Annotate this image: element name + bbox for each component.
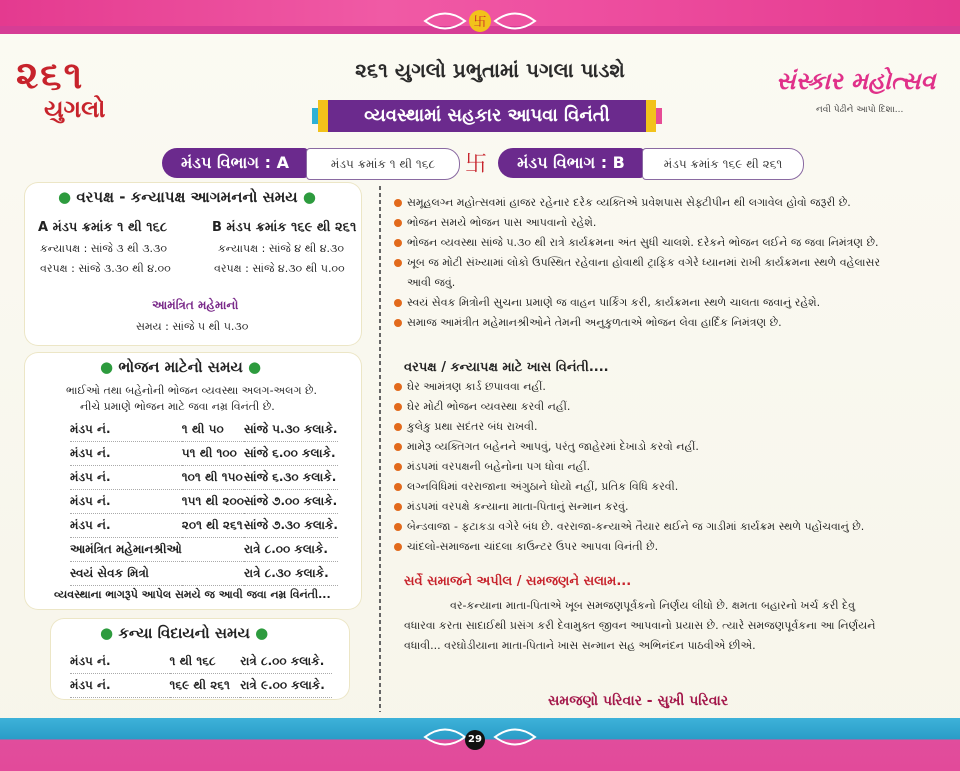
- table-row: [70, 418, 338, 442]
- table-cell: સાંજે ૭.૦૦ કલાકે.: [244, 490, 338, 514]
- table-cell: રાત્રે ૮.૩૦ કલાકે.: [244, 562, 338, 586]
- vidai-title: ● કન્યા વિદાયનો સમય ●: [100, 624, 269, 642]
- bullet-icon: [394, 543, 402, 551]
- table-row: [70, 674, 332, 698]
- list-item: [394, 296, 820, 310]
- list-item-text: ચાંદલો-સમાજના ચાંદલા કાઉન્ટર ઉપર આપવા વિનંતી છે.: [407, 540, 659, 553]
- guest-time: સમય : સાંજે ૫ થી ૫.૩૦: [136, 320, 249, 333]
- table-cell: ૧૬૯ થી ૨૬૧: [170, 674, 241, 698]
- couple-word: યુગલો: [44, 94, 106, 123]
- bullet-icon: [394, 443, 402, 451]
- list-item: [394, 256, 880, 270]
- event-logo: [776, 66, 946, 146]
- bullet-icon: [394, 403, 402, 411]
- table-row: [70, 514, 338, 538]
- meal-note-2: નીચે પ્રમાણે ભોજન માટે જવા નમ્ર વિનંતી છે.: [80, 400, 275, 413]
- list-item: [394, 540, 658, 554]
- list-item-text: આવી જવું.: [407, 276, 456, 289]
- requests-title: વરપક્ષ / કન્યાપક્ષ માટે ખાસ વિનંતી....: [404, 360, 609, 375]
- table-cell: ૧૦૧ થી ૧૫૦: [182, 466, 244, 490]
- list-item: [394, 380, 546, 394]
- couple-count: ૨૬૧: [16, 52, 85, 97]
- bullet-icon: [394, 483, 402, 491]
- top-ornament-icon: [420, 6, 540, 36]
- table-cell: મંડપ નં.: [70, 442, 182, 466]
- list-item-text: ભોજન વ્યવસ્થા સાંજે ૫.૩૦ થી રાત્રે કાર્યક્રમના અંત સુધી ચાલશે. દરેકને ભોજન લઈને જ જવા નિમંત્રણ છે.: [407, 236, 879, 249]
- mandap-a-label: મંડપ વિભાગ : A: [162, 148, 308, 178]
- logo-title: સંસ્કાર મહોત્સવ: [776, 66, 936, 95]
- table-cell: સાંજે ૬.૩૦ કલાકે.: [244, 466, 338, 490]
- banner-text: વ્યવસ્થામાં સહકાર આપવા વિનંતી: [364, 105, 610, 126]
- table-row: [70, 562, 338, 586]
- list-item-text: બેન્ડવાજા - ફટાકડા વગેરે બંધ છે. વરરાજા-કન્યાએ તૈયાર થઈને જ ગાડીમાં કાર્યક્રમ સ્થળે પહોંચવાનું છે.: [407, 520, 865, 533]
- list-item: [394, 316, 782, 330]
- list-item: [394, 420, 538, 434]
- list-item: [394, 440, 699, 454]
- list-item-text: ભોજન સમયે ભોજન પાસ આપવાનો રહેશે.: [407, 216, 597, 229]
- table-cell: રાત્રે ૮.૦૦ કલાકે.: [244, 538, 338, 562]
- arrival-a-head: A મંડપ ક્રમાંક ૧ થી ૧૬૮: [38, 220, 168, 235]
- bullet-icon: [394, 299, 402, 307]
- bullet-icon: [394, 383, 402, 391]
- arrival-b-kanya: કન્યાપક્ષ : સાંજે ૪ થી ૪.૩૦: [218, 242, 344, 255]
- list-item: [394, 196, 851, 210]
- list-item-text: ખૂબ જ મોટી સંખ્યામાં લોકો ઉપસ્થિત રહેવાના હોવાથી ટ્રાફિક વગેરે ધ્યાનમાં રાખી કાર્યક્રમના સ્થળે વહેલાસર: [407, 256, 881, 269]
- guest-head: આમંત્રિત મહેમાનો: [152, 298, 239, 312]
- logo-tagline: નવી પેઢીને આપો દિશા...: [816, 105, 904, 115]
- list-item: [394, 500, 629, 514]
- meal-title: ● ભોજન માટેનો સમય ●: [100, 358, 262, 376]
- bullet-icon: [394, 423, 402, 431]
- svg-text:卐: 卐: [473, 15, 487, 30]
- appeal-line-3: વધાવી... વરઘોડીયાના માતા-પિતાને ખાસ સન્માન સહ અભિનંદન પાઠવીએ છીએ.: [404, 639, 756, 652]
- table-cell: ૧૫૧ થી ૨૦૦: [182, 490, 244, 514]
- list-item-text: મામેરૂ વ્યક્તિગત બહેનને આપવું, પરંતુ જાહેરમાં દેખાડો કરવો નહીં.: [407, 440, 699, 453]
- table-cell: ૧ થી ૫૦: [182, 418, 244, 442]
- bullet-icon: [394, 259, 402, 267]
- list-item: [394, 400, 570, 414]
- list-item-text: સમાજ આમંત્રીત મહેમાનશ્રીઓને તેમની અનુકુળતાએ ભોજન લેવા હાર્દિક નિમંત્રણ છે.: [407, 316, 782, 329]
- bullet-icon: [394, 199, 402, 207]
- table-row: [70, 538, 338, 562]
- slogan: સમજણો પરિવાર - સુખી પરિવાર: [548, 693, 729, 709]
- table-cell: રાત્રે ૮.૦૦ કલાકે.: [240, 650, 332, 674]
- list-item: [394, 480, 678, 494]
- table-cell: રાત્રે ૯.૦૦ કલાકે.: [240, 674, 332, 698]
- bullet-icon: [394, 503, 402, 511]
- column-divider: [379, 186, 381, 712]
- bullet-icon: [394, 319, 402, 327]
- list-item-text: સ્વયં સેવક મિત્રોની સુચના પ્રમાણે જ વાહન પાર્કિંગ કરી, કાર્યક્રમના સ્થળે ચાલતા જવાનું રહેશે.: [407, 296, 821, 309]
- table-cell: મંડપ નં.: [70, 514, 182, 538]
- swastik-icon: 卐: [465, 152, 488, 177]
- table-cell: ૧ થી ૧૬૮: [170, 650, 241, 674]
- bullet-icon: [394, 523, 402, 531]
- list-item-text: ઘેર મોટી ભોજન વ્યવસ્થા કરવી નહીં.: [407, 400, 571, 413]
- appeal-title: સર્વે સમાજને અપીલ / સમજણને સલામ...: [404, 574, 632, 589]
- table-cell: મંડપ નં.: [70, 466, 182, 490]
- table-cell: [182, 538, 244, 562]
- mandap-b-range: મંડપ ક્રમાંક ૧૬૯ થી ૨૬૧: [642, 148, 804, 180]
- table-row: [70, 650, 332, 674]
- list-item: [407, 276, 455, 290]
- page-headline: ૨૬૧ યુગલો પ્રભુતામાં પગલા પાડશે: [355, 58, 625, 82]
- list-item-text: મંડપમાં વરપક્ષે કન્યાના માતા-પિતાનું સન્માન કરવું.: [407, 500, 629, 513]
- mandap-a-range: મંડપ ક્રમાંક ૧ થી ૧૬૮: [306, 148, 460, 180]
- list-item-text: કુલેકુ પ્રથા સદંતર બંધ રાખવી.: [407, 420, 538, 433]
- cooperation-banner: [318, 100, 656, 132]
- list-item-text: મંડપમાં વરપક્ષની બહેનોના પગ ધોવા નહીં.: [407, 460, 591, 473]
- table-row: [70, 466, 338, 490]
- bullet-icon: [394, 463, 402, 471]
- table-cell: મંડપ નં.: [70, 650, 170, 674]
- list-item: [394, 236, 879, 250]
- table-cell: સ્વયં સેવક મિત્રો: [70, 562, 182, 586]
- appeal-line-2: વધારવા કરતા સાદાઈથી પ્રસંગ કરી દેવામુક્ત જીવન આપવાનો પ્રયાસ છે. ત્યારે સમજણપૂર્વકના આ નિર્ણયને: [404, 619, 876, 632]
- table-cell: [182, 562, 244, 586]
- list-item-text: ઘેર આમંત્રણ કાર્ડ છપાવવા નહીં.: [407, 380, 546, 393]
- table-row: [70, 442, 338, 466]
- table-cell: મંડપ નં.: [70, 674, 170, 698]
- arrival-a-var: વરપક્ષ : સાંજે ૩.૩૦ થી ૪.૦૦: [40, 262, 171, 275]
- list-item: [394, 216, 596, 230]
- list-item-text: લગ્નવિધિમાં વરરાજાના અંગુઠાને ધોયો નહીં, પ્રતિક વિધિ કરવી.: [407, 480, 679, 493]
- arrival-b-head: B મંડપ ક્રમાંક ૧૬૯ થી ૨૬૧: [212, 220, 357, 235]
- vidai-table: [70, 650, 332, 698]
- list-item: [394, 520, 864, 534]
- table-cell: સાંજે ૭.૩૦ કલાકે.: [244, 514, 338, 538]
- table-cell: સાંજે ૬.૦૦ કલાકે.: [244, 442, 338, 466]
- table-cell: મંડપ નં.: [70, 418, 182, 442]
- arrival-b-var: વરપક્ષ : સાંજે ૪.૩૦ થી ૫.૦૦: [214, 262, 345, 275]
- page-number: 29: [465, 730, 485, 750]
- bullet-icon: [394, 219, 402, 227]
- table-cell: આમંત્રિત મહેમાનશ્રીઓ: [70, 538, 182, 562]
- table-cell: ૨૦૧ થી ૨૬૧: [182, 514, 244, 538]
- meal-table: [70, 418, 338, 586]
- bullet-icon: [394, 239, 402, 247]
- table-row: [70, 490, 338, 514]
- appeal-line-1: વર-કન્યાના માતા-પિતાએ ખૂબ સમજણપૂર્વકનો નિર્ણય લીધો છે. ક્ષમતા બહારનો ખર્ચ કરી દેવુ: [450, 599, 855, 612]
- table-cell: મંડપ નં.: [70, 490, 182, 514]
- mandap-b-label: મંડપ વિભાગ : B: [498, 148, 644, 178]
- table-cell: ૫૧ થી ૧૦૦: [182, 442, 244, 466]
- arrival-a-kanya: કન્યાપક્ષ : સાંજે ૩ થી ૩.૩૦: [40, 242, 167, 255]
- table-cell: સાંજે ૫.૩૦ કલાકે.: [244, 418, 338, 442]
- meal-footer: વ્યવસ્થાના ભાગરૂપે આપેલ સમયે જ આવી જવા નમ્ર વિનંતી...: [54, 588, 331, 601]
- arrival-title: ● વરપક્ષ - કન્યાપક્ષ આગમનનો સમય ●: [58, 188, 316, 206]
- list-item-text: સમૂહલગ્ન મહોત્સવમાં હાજર રહેનાર દરેક વ્યક્તિએ પ્રવેશપાસ સેફ્ટીપીન થી લગાવેલ હોવો જરૂરી છે.: [407, 196, 851, 209]
- list-item: [394, 460, 590, 474]
- meal-note-1: ભાઈઓ તથા બહેનોની ભોજન વ્યવસ્થા અલગ-અલગ છે.: [66, 384, 318, 397]
